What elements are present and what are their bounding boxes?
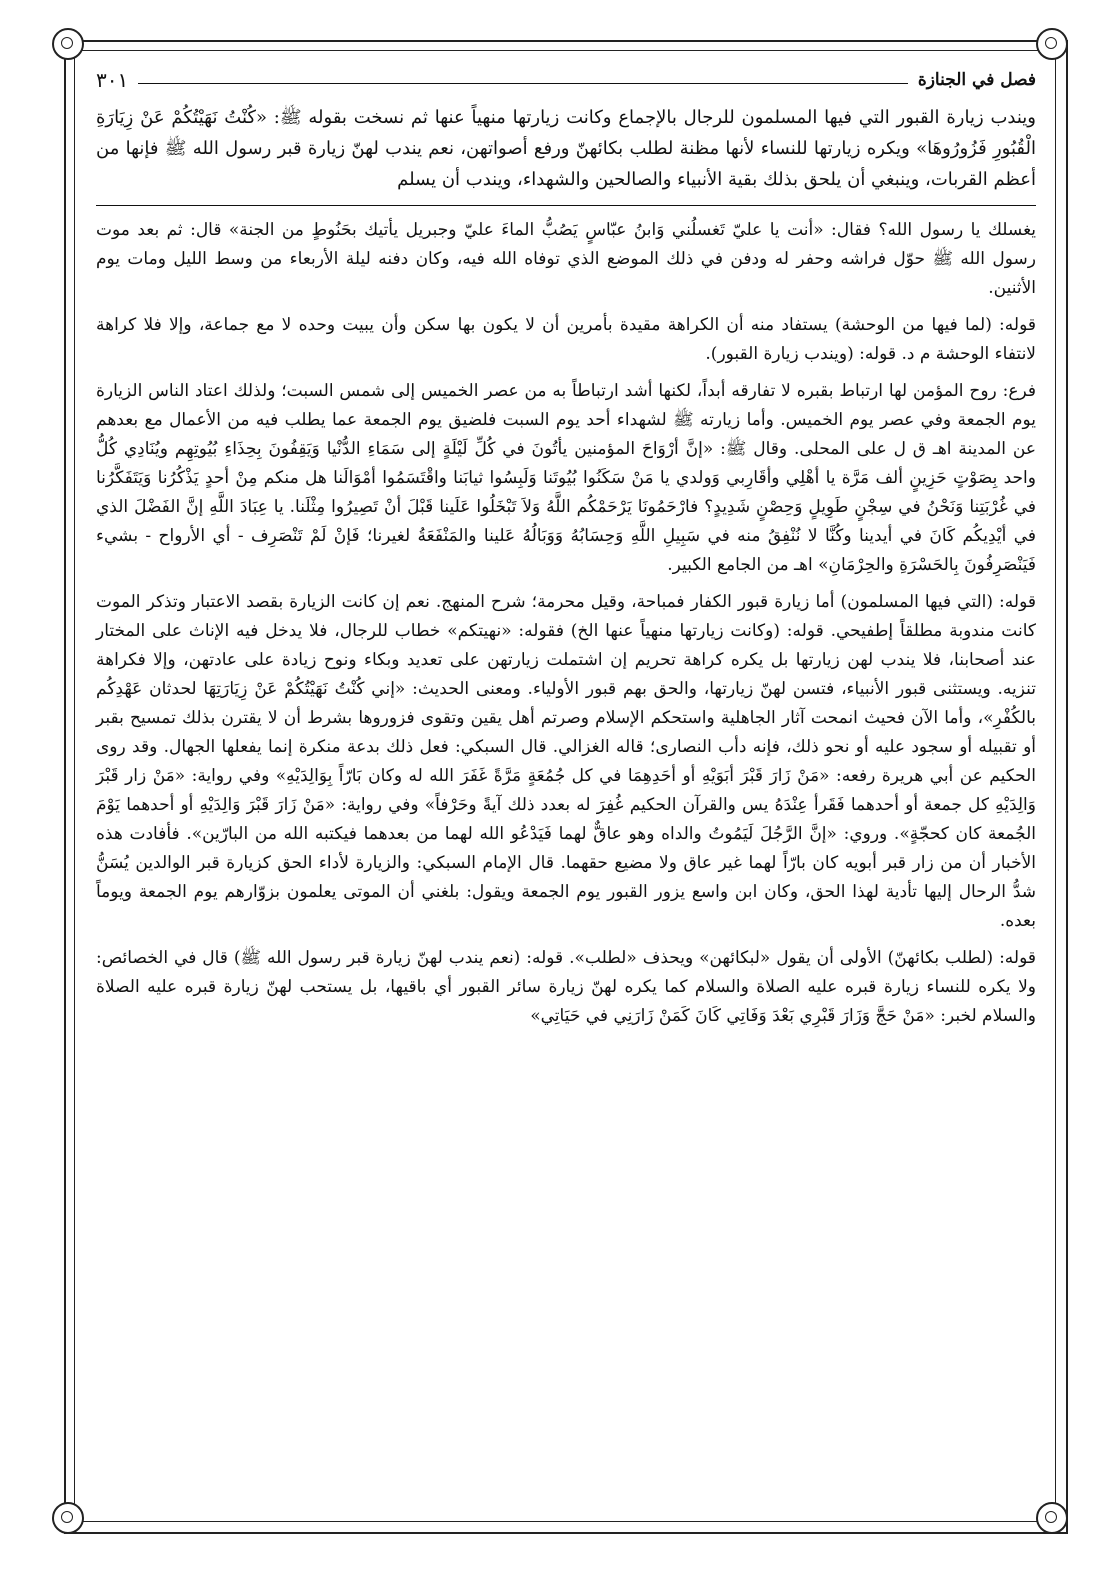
main-text <box>96 102 1036 195</box>
page-number: ٣٠١ <box>96 68 129 92</box>
note-paragraph: فرع: روح المؤمن لها ارتباط بقبره لا تفارقه أبداً، لكنها أشد ارتباطاً به من عصر الخميس إلى شمس السبت؛ ولذلك اعتاد الناس الزيارة يوم الجمعة وفي عصر يوم الخميس. وأما زيارته ﷺ لشهداء أحد يوم السبت فلضيق يوم الجمعة عما يطلب فيه من الأعمال مع بعدهم عن المدينة اهـ ق ل على المحلى. وقال ﷺ: «إنَّ أرْوَاحَ المؤمنين يأتُونَ في كُلِّ لَيْلَةٍ إلى سَمَاءِ الدُّنْيا وَيَقِفُونَ بِحِذَاءِ بُيُوتِهِم ويُنَادِي كُلُّ واحد بِصَوْتٍ حَزِينٍ ألف مَرَّة يا أهْلِي وأقَارِبي وَولدي يا مَنْ سَكَنُوا بُيُوتَنا وَلَبِسُوا ثيابَنا واقْتَسَمُوا أمْوَالَنا هل منكم مِنْ أحدٍ يَذْكُرُنا وَيَتَفَكَّرُنا في غُرْبَتِنا وَنَحْنُ في سِجْنٍ طَوِيلٍ وَحِصْنٍ شَدِيدٍ؟ فارْحَمُونَا يَرْحَمْكُم اللَّهُ وَلاَ تَبْخَلُوا عَلَينا قَبْلَ أنْ تَصِيرُوا مِثْلَنا. يا عِبَادَ اللَّهِ إنَّ الفَضْلَ الذي في أيْدِيكُم كَانَ في أيدينا وكُنَّا لا نُنْفِقُ منه في سَبِيلِ اللَّهِ وَحِسَابُهُ وَوَبَالُهُ عَلينا والمَنْفَعَةُ لغيرنا؛ فَإنْ لَمْ تَنْصَرِف - أي الأرواح - بشيء فَيَنْصَرِفُونَ بِالحَسْرَةِ والحِرْمَانِ» اهـ من الجامع الكبير. <box>96 381 1036 575</box>
chapter-title: فصل في الجنازة <box>917 70 1036 90</box>
corner-scroll-ornament <box>52 1502 84 1534</box>
running-header <box>96 62 1036 98</box>
note-paragraph: قوله: (لطلب بكائهنّ) الأولى أن يقول «لبكائهن» ويحذف «لطلب». قوله: (نعم يندب لهنّ زيارة قبر رسول الله ﷺ) قال في الخصائص: ولا يكره للنساء زيارة قبره عليه الصلاة والسلام كما يكره لهنّ زيارة سائر القبور أي باقيها، بل يستحب لهنّ زيارة قبره عليه الصلاة والسلام لخبر: «مَنْ حَجَّ وَزَارَ قَبْرِي بَعْدَ وَفَاتِي كَانَ كَمَنْ زَارَنِي في حَيَاتِي» <box>96 948 1036 1026</box>
note-paragraph: قوله: (التي فيها المسلمون) أما زيارة قبور الكفار فمباحة، وقيل محرمة؛ شرح المنهج. نعم إن كانت الزيارة بقصد الاعتبار وتذكر الموت كانت مندوبة مطلقاً إطفيحي. قوله: (وكانت زيارتها منهياً عنها الخ) فقوله: «نهيتكم» خطاب للرجال، فلا يدخل فيه الإناث على المختار عند أصحابنا، فلا يندب لهن زيارتها بل يكره كراهة تحريم إن اشتملت زيارتهن على تعديد وبكاء ونوح زيادة على عادتهن، وإلا فكراهة تنزيه. ويستثنى قبور الأنبياء، فتسن لهنّ زيارتها، والحق بهم قبور الأولياء. ومعنى الحديث: «إني كُنْتُ نَهَيْتُكُمْ عَنْ زِيَارَتِهَا لحدثان عَهْدِكُم بالكُفْرِ»، وأما الآن فحيث انمحت آثار الجاهلية واستحكم الإسلام وصرتم أهل يقين وتقوى فزوروها بشرط أن لا يقترن بذلك تمسيح بقبر أو تقبيله أو سجود عليه أو نحو ذلك، فإنه دأب النصارى؛ قاله الغزالي. قال السبكي: فعل ذلك بدعة منكرة إنما يفعلها الجهال. وقد روى الحكيم عن أبي هريرة رفعه: «مَنْ زَارَ قَبْرَ أبَوَيْهِ أو أحَدِهِمَا في كل جُمُعَةٍ مَرَّةً غَفَرَ الله له وكان بَارّاً بِوَالِدَيْهِ» وفي رواية: «مَنْ زار قَبْرَ وَالِدَيْهِ كل جمعة أو أحدهما فَقَرأ عِنْدَهُ يس والقرآن الحكيم غُفِرَ له بعدد ذلك آيةً وحَرْفاً» وفي رواية: «مَنْ زَارَ قَبْرَ وَالِدَيْهِ أو أحدهما يَوْمَ الجُمعة كان كحجّةٍ». وروي: «إنَّ الرَّجُلَ لَيَمُوتُ والداه وهو عاقٌّ لهما فَيَدْعُو الله لهما من بعدهما فيكتبه الله من البارّين». فأفادت هذه الأخبار أن من زار قبر أبويه كان بارّاً لهما غير عاق ولا مضيع حقهما. قال الإمام السبكي: والزيارة لأداء الحق كزيارة قبر الوالدين يُسَنُّ شدُّ الرحال إليها تأدية لهذا الحق، وكان ابن واسع يزور القبور يوم الجمعة ويقول: بلغني أن الموتى يعلمون بزوّارهم يوم الجمعة ويوماً بعده. <box>96 592 1036 931</box>
note-paragraph: يغسلك يا رسول الله؟ فقال: «أنت يا عليّ تَغسلُني وَابنُ عبّاسٍ يَصُبُّ الماءَ عليّ وجبريل يأتيك بحَنُوطٍ من الجنة» قال: ثم بعد موت رسول الله ﷺ حوّل فراشه وحفر له ودفن في ذلك الموضع الذي توفاه الله فيه، وكان دفنه ليلة الأربعاء من وسط الليل ومات يوم الأثنين. <box>96 220 1036 298</box>
page-content <box>96 62 1036 1031</box>
main-paragraph: ويندب زيارة القبور التي فيها المسلمون للرجال بالإجماع وكانت زيارتها منهياً عنها ثم نسخت بقوله ﷺ: «كُنْتُ نَهَيْتُكُمْ عَنْ زِيَارَةِ الْقُبُورِ فَزُورُوهَا» ويكره زيارتها للنساء لأنها مظنة لطلب بكائهنّ ورفع أصواتهن، نعم يندب لهنّ زيارة قبر رسول الله ﷺ فإنها من أعظم القربات، وينبغي أن يلحق بذلك بقية الأنبياء والصالحين والشهداء، ويندب أن يسلم <box>96 107 1036 190</box>
commentary-notes <box>96 216 1036 1031</box>
note-paragraph: قوله: (لما فيها من الوحشة) يستفاد منه أن الكراهة مقيدة بأمرين أن لا يكون بها سكن وأن يبيت وحده لا مع جماعة، وإلا فلا كراهة لانتفاء الوحشة م د. قوله: (ويندب زيارة القبور). <box>96 315 1036 364</box>
footnote-divider <box>96 205 1036 206</box>
corner-scroll-ornament <box>52 28 84 60</box>
corner-scroll-ornament <box>1036 1502 1068 1534</box>
corner-scroll-ornament <box>1036 28 1068 60</box>
header-rule <box>138 83 908 84</box>
